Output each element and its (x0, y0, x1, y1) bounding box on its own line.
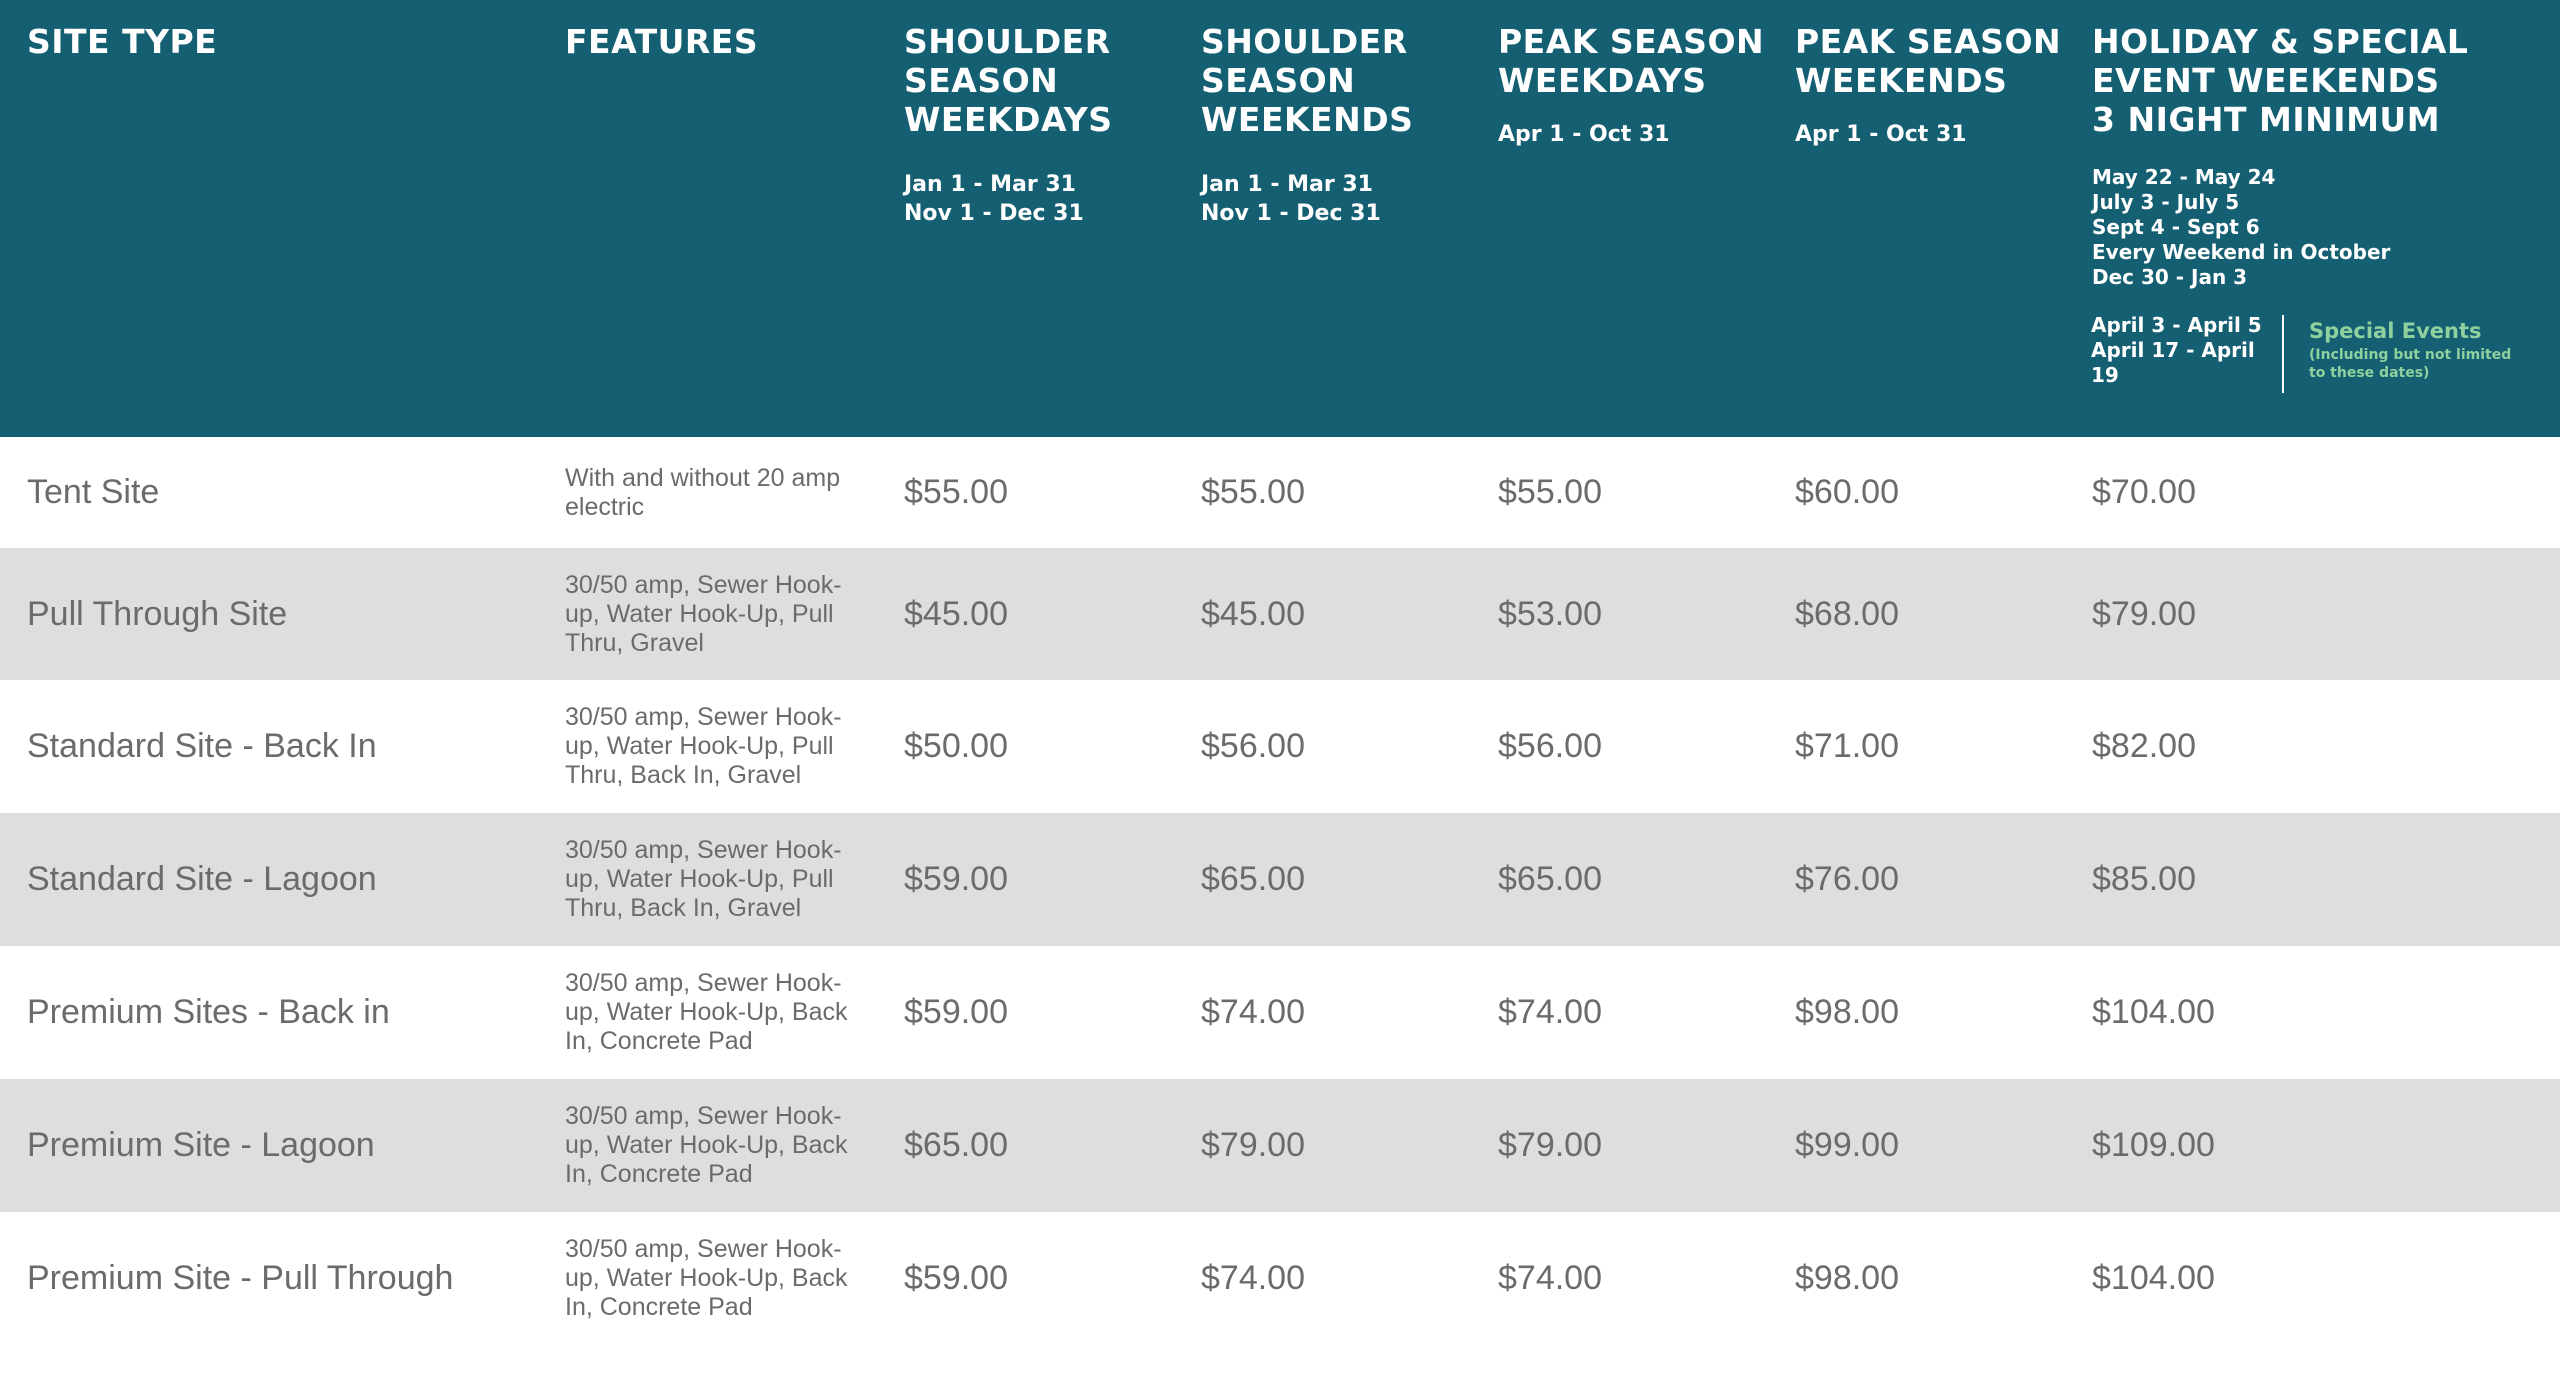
table-row (0, 437, 2560, 548)
special-dates (2091, 313, 2282, 393)
site-type-cell: Standard Site - Back In (27, 727, 377, 765)
date-range: Jan 1 - Mar 31 (904, 172, 1076, 197)
special-events-title: Special Events (2309, 319, 2482, 343)
header-features-label: FEATURES (565, 22, 759, 61)
header-site-type (27, 22, 217, 61)
special-events-note: (Including but not limited to these dates) (2309, 347, 2512, 381)
features-cell: 30/50 amp, Sewer Hook-up, Water Hook-Up, Pull Thru, Gravel (565, 570, 842, 657)
price-cell: $71.00 (1795, 727, 1899, 765)
date-range: Apr 1 - Oct 31 (1498, 122, 1670, 147)
price-cell: $50.00 (904, 727, 1008, 765)
price-cell: $98.00 (1795, 1259, 1899, 1297)
price-cell: $55.00 (1201, 473, 1305, 511)
header-peak-weekdays (1498, 22, 1764, 149)
header-title (1795, 22, 2061, 100)
site-type-cell: Tent Site (27, 473, 160, 511)
date-range: April 3 - April 5 (2091, 313, 2262, 337)
header-dates (1498, 120, 1764, 149)
header-dates (1201, 170, 1413, 228)
divider (2282, 315, 2284, 393)
header-holiday-special (2092, 22, 2468, 290)
date-range: Jan 1 - Mar 31 (1201, 172, 1373, 197)
features-cell: 30/50 amp, Sewer Hook-up, Water Hook-Up, Back In, Concrete Pad (565, 1102, 848, 1188)
date-range: Sept 4 - Sept 6 (2092, 215, 2260, 239)
date-range: Dec 30 - Jan 3 (2092, 265, 2248, 289)
price-cell: $45.00 (904, 594, 1008, 633)
date-range: April 17 - April 19 (2091, 338, 2255, 387)
price-cell: $59.00 (904, 860, 1008, 898)
price-cell: $82.00 (2092, 727, 2196, 765)
header-dates (904, 170, 1113, 228)
table-row (0, 680, 2560, 813)
header-features (565, 22, 758, 61)
header-title-line: WEEKDAYS (1498, 61, 1707, 100)
date-range: Nov 1 - Dec 31 (904, 201, 1084, 226)
header-shoulder-weekdays (904, 22, 1113, 228)
price-cell: $109.00 (2092, 1126, 2215, 1164)
date-range: Apr 1 - Oct 31 (1795, 122, 1967, 147)
features-cell: With and without 20 amp electric (565, 463, 841, 521)
price-cell: $98.00 (1795, 993, 1899, 1031)
header-shoulder-weekends (1201, 22, 1413, 228)
header-title-line: WEEKENDS (1201, 100, 1414, 139)
table-row (0, 1079, 2560, 1212)
price-cell: $65.00 (1498, 860, 1602, 898)
price-cell: $55.00 (904, 473, 1008, 511)
header-title-line: PEAK SEASON (1795, 22, 2062, 61)
price-cell: $68.00 (1795, 594, 1899, 633)
price-cell: $65.00 (1201, 860, 1305, 898)
price-cell: $55.00 (1498, 473, 1602, 511)
header-title (1498, 22, 1764, 100)
price-cell: $56.00 (1498, 727, 1602, 765)
price-cell: $74.00 (1201, 993, 1305, 1031)
table-row (0, 813, 2560, 946)
table-row (0, 1212, 2560, 1345)
header-title-line: SHOULDER (1201, 22, 1408, 61)
special-events-label (2309, 313, 2524, 393)
price-cell: $59.00 (904, 1259, 1008, 1297)
header-title-line: SEASON (904, 61, 1059, 100)
price-cell: $104.00 (2092, 1259, 2215, 1297)
date-range: Nov 1 - Dec 31 (1201, 201, 1381, 226)
header-title-line: HOLIDAY & SPECIAL (2092, 22, 2469, 61)
price-cell: $104.00 (2092, 993, 2215, 1031)
price-cell: $79.00 (1498, 1126, 1602, 1164)
price-cell: $56.00 (1201, 727, 1305, 765)
site-type-cell: Premium Site - Lagoon (27, 1126, 375, 1164)
price-cell: $79.00 (2092, 594, 2196, 633)
date-range: Every Weekend in October (2092, 240, 2391, 264)
price-cell: $70.00 (2092, 473, 2196, 511)
site-type-cell: Premium Site - Pull Through (27, 1259, 454, 1297)
header-title (904, 22, 1113, 139)
features-cell: 30/50 amp, Sewer Hook-up, Water Hook-Up, Pull Thru, Back In, Gravel (565, 836, 842, 922)
table-header (0, 0, 2560, 437)
features-cell: 30/50 amp, Sewer Hook-up, Water Hook-Up, Pull Thru, Back In, Gravel (565, 703, 842, 789)
header-title-line: SHOULDER (904, 22, 1111, 61)
header-title-line: PEAK SEASON (1498, 22, 1765, 61)
header-title (1201, 22, 1413, 139)
table-row (0, 946, 2560, 1079)
header-title-line: SEASON (1201, 61, 1356, 100)
price-cell: $45.00 (1201, 594, 1305, 633)
header-title-line: WEEKDAYS (904, 100, 1113, 139)
price-cell: $79.00 (1201, 1126, 1305, 1164)
date-range: July 3 - July 5 (2092, 190, 2240, 214)
price-cell: $74.00 (1201, 1259, 1305, 1297)
header-site-type-label: SITE TYPE (27, 22, 218, 61)
price-cell: $59.00 (904, 993, 1008, 1031)
site-type-cell: Pull Through Site (27, 594, 288, 633)
header-title-line: EVENT WEEKENDS (2092, 61, 2440, 100)
features-cell: 30/50 amp, Sewer Hook-up, Water Hook-Up, Back In, Concrete Pad (565, 1235, 848, 1321)
price-cell: $85.00 (2092, 860, 2196, 898)
price-cell: $60.00 (1795, 473, 1899, 511)
site-type-cell: Premium Sites - Back in (27, 993, 390, 1031)
header-peak-weekends (1795, 22, 2061, 149)
features-cell: 30/50 amp, Sewer Hook-up, Water Hook-Up, Back In, Concrete Pad (565, 969, 848, 1055)
site-type-cell: Standard Site - Lagoon (27, 860, 377, 898)
date-range: May 22 - May 24 (2092, 165, 2276, 189)
price-cell: $65.00 (904, 1126, 1008, 1164)
price-cell: $76.00 (1795, 860, 1899, 898)
header-dates (1795, 120, 2061, 149)
price-cell: $74.00 (1498, 1259, 1602, 1297)
price-cell: $53.00 (1498, 594, 1602, 633)
special-events-block (2091, 313, 2524, 393)
header-title-line: WEEKENDS (1795, 61, 2008, 100)
header-title (2092, 22, 2468, 139)
header-title-line: 3 NIGHT MINIMUM (2092, 100, 2441, 139)
price-cell: $99.00 (1795, 1126, 1899, 1164)
table-row (0, 548, 2560, 680)
holiday-dates (2092, 165, 2468, 290)
price-cell: $74.00 (1498, 993, 1602, 1031)
